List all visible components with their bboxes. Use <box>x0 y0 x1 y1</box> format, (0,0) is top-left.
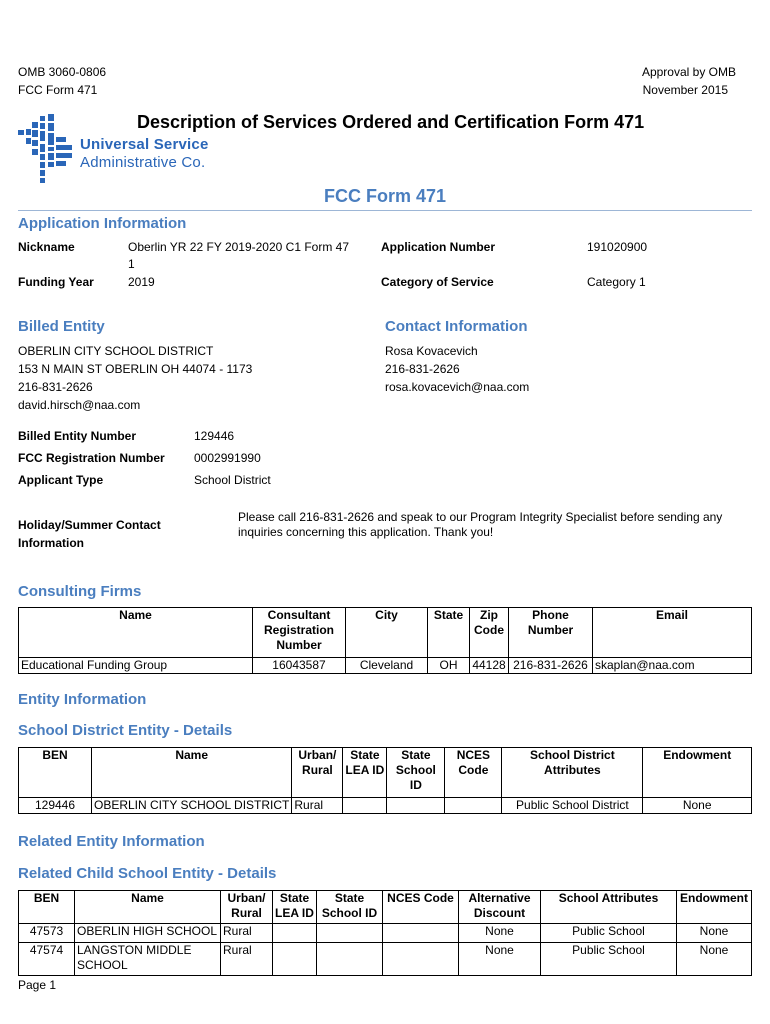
table-row <box>19 943 752 976</box>
funding-year-label: Funding Year <box>18 275 94 289</box>
col-phone: Phone Number <box>509 608 593 658</box>
funding-year-value: 2019 <box>128 275 155 289</box>
col-name: Name <box>92 748 292 798</box>
applicant-type-label: Applicant Type <box>18 473 104 487</box>
col-state-school-id: State School ID <box>387 748 445 798</box>
school-district-table <box>18 747 752 814</box>
col-name: Name <box>19 608 253 658</box>
holiday-label-1: Holiday/Summer Contact <box>18 518 161 532</box>
cell-endowment: None <box>677 943 752 976</box>
cell-state-lea-id <box>273 924 317 943</box>
cell-nces-code <box>383 943 459 976</box>
cell-ben: 129446 <box>19 798 92 814</box>
table-row <box>19 798 752 814</box>
cell-nces-code <box>445 798 502 814</box>
col-zip: Zip Code <box>470 608 509 658</box>
cell-state: OH <box>428 658 470 674</box>
related-child-table <box>18 890 752 976</box>
applicant-type-value: School District <box>194 473 271 487</box>
holiday-value-2: inquiries concerning this application. Thank you! <box>238 525 494 539</box>
school-district-details-heading: School District Entity - Details <box>18 722 233 739</box>
omb-number: OMB 3060-0806 <box>18 65 107 79</box>
cell-email: skaplan@naa.com <box>593 658 752 674</box>
col-state-lea-id: State LEA ID <box>273 891 317 924</box>
nickname-label: Nickname <box>18 240 75 254</box>
fcc-reg-label: FCC Registration Number <box>18 451 165 465</box>
app-number-label: Application Number <box>381 240 496 254</box>
table-row <box>19 924 752 943</box>
cell-endowment: None <box>677 924 752 943</box>
col-consultant-reg: Consultant Registration Number <box>253 608 346 658</box>
col-ben: BEN <box>19 891 75 924</box>
col-urban-rural: Urban/ Rural <box>292 748 343 798</box>
col-state: State <box>428 608 470 658</box>
billed-entity-phone: 216-831-2626 <box>18 380 93 394</box>
cell-alternative-discount: None <box>459 924 541 943</box>
table-header-row <box>19 891 752 924</box>
holiday-label-2: Information <box>18 536 84 550</box>
consulting-firms-heading: Consulting Firms <box>18 583 142 600</box>
contact-email: rosa.kovacevich@naa.com <box>385 380 530 394</box>
category-value: Category 1 <box>587 275 646 289</box>
cell-school-attributes: Public School <box>541 924 677 943</box>
table-row <box>19 658 752 674</box>
cell-city: Cleveland <box>346 658 428 674</box>
cell-name: OBERLIN CITY SCHOOL DISTRICT <box>92 798 292 814</box>
usac-logo-icon <box>18 114 72 184</box>
cell-state-school-id <box>317 924 383 943</box>
form-title: FCC Form 471 <box>323 186 447 206</box>
cell-nces-code <box>383 924 459 943</box>
related-child-details-heading: Related Child School Entity - Details <box>18 865 277 882</box>
cell-consultant-reg: 16043587 <box>253 658 346 674</box>
logo-line-2: Administrative Co. <box>80 154 206 171</box>
col-endowment: Endowment <box>677 891 752 924</box>
category-label: Category of Service <box>381 275 494 289</box>
cell-endowment: None <box>643 798 752 814</box>
table-header-row <box>19 748 752 798</box>
col-name: Name <box>75 891 221 924</box>
col-endowment: Endowment <box>643 748 752 798</box>
consulting-firms-table <box>18 607 752 674</box>
cell-ben: 47574 <box>19 943 75 976</box>
cell-urban-rural: Rural <box>221 943 273 976</box>
page-title: Description of Services Ordered and Certification Form 471 <box>137 112 645 132</box>
col-state-school-id: State School ID <box>317 891 383 924</box>
col-urban-rural: Urban/ Rural <box>221 891 273 924</box>
cell-school-attributes: Public School <box>541 943 677 976</box>
col-nces-code: NCES Code <box>445 748 502 798</box>
cell-phone: 216-831-2626 <box>509 658 593 674</box>
cell-name: OBERLIN HIGH SCHOOL <box>75 924 221 943</box>
billed-entity-heading: Billed Entity <box>18 318 105 335</box>
col-school-attributes: School Attributes <box>541 891 677 924</box>
col-nces-code: NCES Code <box>383 891 459 924</box>
contact-phone: 216-831-2626 <box>385 362 460 376</box>
logo-line-1: Universal Service <box>80 136 209 153</box>
cell-alternative-discount: None <box>459 943 541 976</box>
related-entity-heading: Related Entity Information <box>18 833 205 850</box>
cell-name: LANGSTON MIDDLE SCHOOL <box>75 943 221 976</box>
col-email: Email <box>593 608 752 658</box>
cell-district-attributes: Public School District <box>502 798 643 814</box>
form-number: FCC Form 471 <box>18 83 98 97</box>
cell-state-lea-id <box>273 943 317 976</box>
table-header-row <box>19 608 752 658</box>
cell-urban-rural: Rural <box>221 924 273 943</box>
col-district-attributes: School District Attributes <box>502 748 643 798</box>
col-city: City <box>346 608 428 658</box>
nickname-value-2: 1 <box>128 257 135 271</box>
billed-entity-name: OBERLIN CITY SCHOOL DISTRICT <box>18 344 214 358</box>
fcc-reg-value: 0002991990 <box>194 451 261 465</box>
col-alternative-discount: Alternative Discount <box>459 891 541 924</box>
app-number-value: 191020900 <box>587 240 648 254</box>
omb-date: November 2015 <box>642 83 728 97</box>
cell-name: Educational Funding Group <box>19 658 253 674</box>
application-info-heading: Application Information <box>18 215 187 232</box>
nickname-value-1: Oberlin YR 22 FY 2019-2020 C1 Form 47 <box>128 240 350 254</box>
title-divider <box>18 210 752 211</box>
omb-approval: Approval by OMB <box>641 65 736 79</box>
cell-zip: 44128 <box>470 658 509 674</box>
col-state-lea-id: State LEA ID <box>343 748 387 798</box>
billed-entity-email: david.hirsch@naa.com <box>18 398 141 412</box>
entity-info-heading: Entity Information <box>18 691 147 708</box>
cell-ben: 47573 <box>19 924 75 943</box>
ben-value: 129446 <box>194 429 235 443</box>
page-number: Page 1 <box>18 978 57 992</box>
holiday-value-1: Please call 216-831-2626 and speak to our Program Integrity Specialist before sending any <box>238 510 723 524</box>
cell-state-school-id <box>317 943 383 976</box>
cell-state-lea-id <box>343 798 387 814</box>
contact-info-heading: Contact Information <box>385 318 528 335</box>
ben-label: Billed Entity Number <box>18 429 137 443</box>
cell-urban-rural: Rural <box>292 798 343 814</box>
cell-state-school-id <box>387 798 445 814</box>
col-ben: BEN <box>19 748 92 798</box>
billed-entity-address: 153 N MAIN ST OBERLIN OH 44074 - 1173 <box>18 362 253 376</box>
contact-name: Rosa Kovacevich <box>385 344 478 358</box>
